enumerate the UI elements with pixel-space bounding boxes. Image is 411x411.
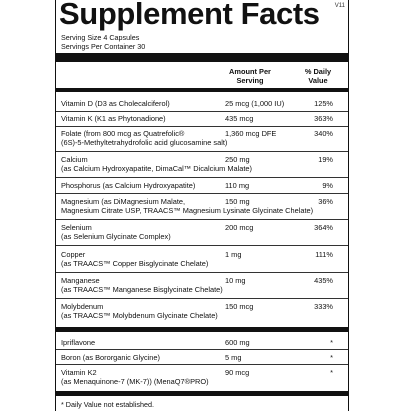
row-divider (56, 298, 348, 299)
nutrient-dv: 340% (314, 129, 333, 138)
nutrient-dv: 435% (314, 276, 333, 285)
nutrient-name: Vitamin D (D3 as Cholecalciferol) (61, 99, 170, 108)
panel-title: Supplement Facts (59, 0, 320, 31)
nutrient-amount: 1 mg (225, 250, 242, 259)
nutrient-detail: Magnesium Citrate USP, TRAACS™ Magnesium Lysinate Glycinate Chelate) (61, 206, 314, 215)
nutrient-dv: 9% (322, 181, 333, 190)
version-code: V11 (334, 3, 345, 9)
nutrient-amount: 25 mcg (1,000 IU) (225, 99, 285, 108)
nutrient-detail: (as Selenium Glycinate Complex) (61, 232, 171, 241)
row-divider (56, 245, 348, 246)
nutrient-dv: * (330, 368, 333, 377)
nutrient-name: Boron (as Bororganic Glycine) (61, 353, 160, 362)
nutrient-name: Magnesium (as DiMagnesium Malate, (61, 197, 186, 206)
nutrient-name: Folate (from 800 mcg as Quatrefolic® (61, 129, 185, 138)
nutrient-dv: 125% (314, 99, 333, 108)
nutrient-detail: (6S)-5-Methyltetrahydrofolic acid glucosamine salt) (61, 138, 228, 147)
nutrient-detail: (as TRAACS™ Molybdenum Glycinate Chelate) (61, 311, 218, 320)
nutrient-dv: 333% (314, 302, 333, 311)
bottom-rule (56, 391, 348, 396)
row-divider (56, 219, 348, 220)
nutrient-amount: 90 mcg (225, 368, 250, 377)
row-divider (56, 364, 348, 365)
nutrient-amount: 600 mg (225, 338, 250, 347)
nutrient-amount: 110 mg (225, 181, 250, 190)
row-divider (56, 177, 348, 178)
nutrient-amount: 10 mg (225, 276, 246, 285)
nutrient-amount: 250 mg (225, 155, 250, 164)
header-rule (56, 88, 348, 92)
thick-rule-top (56, 53, 348, 62)
nutrient-detail: (as TRAACS™ Manganese Bisglycinate Chelate) (61, 285, 223, 294)
row-divider (56, 193, 348, 194)
col-header-amount: Amount Per Serving (229, 67, 271, 85)
serving-size: Serving Size 4 Capsules (61, 33, 140, 42)
nutrient-name: Vitamin K2 (61, 368, 97, 377)
nutrient-name: Calcium (61, 155, 88, 164)
nutrient-name: Vitamin K (K1 as Phytonadione) (61, 114, 166, 123)
nutrient-dv: 363% (314, 114, 333, 123)
section-rule (56, 327, 348, 332)
nutrient-dv: 364% (314, 223, 333, 232)
nutrient-dv: 19% (318, 155, 333, 164)
nutrient-amount: 150 mcg (225, 302, 254, 311)
footnote: * Daily Value not established. (61, 400, 154, 409)
nutrient-dv: * (330, 353, 333, 362)
nutrient-dv: 36% (318, 197, 333, 206)
row-divider (56, 349, 348, 350)
nutrient-amount: 435 mcg (225, 114, 254, 123)
nutrient-name: Phosphorus (as Calcium Hydroxyapatite) (61, 181, 196, 190)
nutrient-amount: 150 mg (225, 197, 250, 206)
nutrient-amount: 5 mg (225, 353, 242, 362)
row-divider (56, 272, 348, 273)
nutrient-dv: * (330, 338, 333, 347)
nutrient-name: Molybdenum (61, 302, 104, 311)
nutrient-detail: (as TRAACS™ Copper Bisglycinate Chelate) (61, 259, 209, 268)
row-divider (56, 126, 348, 127)
nutrient-dv: 111% (315, 250, 333, 259)
nutrient-amount: 200 mcg (225, 223, 254, 232)
row-divider (56, 111, 348, 112)
nutrient-name: Copper (61, 250, 86, 259)
nutrient-detail: (as Menaquinone-7 (MK-7)) (MenaQ7®PRO) (61, 377, 209, 386)
nutrient-detail: (as Calcium Hydroxyapatite, DimaCal™ Dicalcium Malate) (61, 164, 252, 173)
nutrient-name: Selenium (61, 223, 92, 232)
servings-per-container: Servings Per Container 30 (61, 42, 146, 51)
row-divider (56, 151, 348, 152)
col-header-dv: % Daily Value (304, 67, 332, 85)
nutrient-name: Ipriflavone (61, 338, 96, 347)
nutrient-name: Manganese (61, 276, 100, 285)
supplement-facts-panel (55, 0, 349, 411)
nutrient-amount: 1,360 mcg DFE (225, 129, 277, 138)
